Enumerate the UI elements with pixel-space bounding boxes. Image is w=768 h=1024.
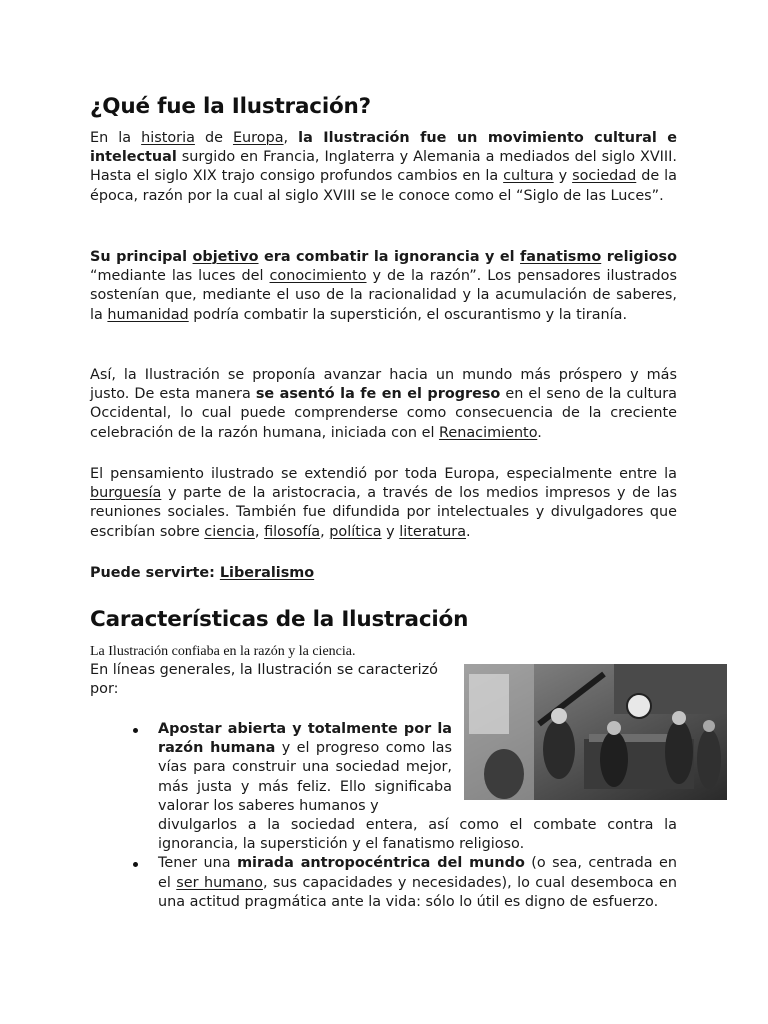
link-ciencia[interactable]: ciencia: [204, 523, 255, 540]
text: de la época, razón por la cual al siglo XVIII se le conoce como el “Siglo de las Luces”.: [90, 168, 677, 204]
link-cultura[interactable]: cultura: [503, 168, 554, 185]
link-literatura[interactable]: literatura: [399, 523, 467, 540]
text: y el progreso como las vías para construir una sociedad mejor, más justa y más feliz. Ello significaba valorar los saberes humanos y: [158, 740, 452, 814]
link-renacimiento[interactable]: Renacimiento: [439, 424, 538, 441]
text: de: [194, 130, 233, 146]
text: , sus capacidades y necesidades), lo cual desemboca en una actitud pragmática ante la vida: sólo lo útil es digno de esfuerzo.: [158, 874, 677, 910]
link-sociedad[interactable]: sociedad: [572, 168, 637, 185]
text: Así, la Ilustración se proponía avanzar hacia un mundo más próspero y más justo. De esta manera: [90, 367, 677, 403]
text: El pensamiento ilustrado se extendió por toda Europa, especialmente entre la: [90, 466, 677, 482]
link-fanatismo[interactable]: fanatismo: [520, 249, 602, 265]
link-burguesia[interactable]: burguesía: [90, 485, 162, 502]
link-liberalismo[interactable]: Liberalismo: [219, 565, 315, 581]
text: (o sea, centrada en el: [158, 855, 678, 891]
text: .: [537, 424, 542, 441]
bold-text: la Ilustración fue un movimiento cultural e intelectual: [90, 130, 677, 166]
link-ser-humano[interactable]: ser humano: [176, 874, 263, 891]
bold-text: era combatir la ignorancia y el: [258, 249, 521, 265]
link-europa[interactable]: Europa: [232, 130, 284, 146]
text: ,: [320, 523, 330, 540]
bold-text: Apostar abierta y totalmente por la razón humana: [158, 721, 452, 757]
characteristics-list: [90, 720, 677, 912]
section-heading-what-was: ¿Qué fue la Ilustración?: [90, 94, 371, 119]
text: y de la razón”. Los pensadores ilustrados sostenían que, mediante el uso de la racionalidad y la acumulación de saberes, la: [90, 268, 677, 323]
link-objetivo[interactable]: objetivo: [192, 249, 259, 265]
text: En la: [90, 130, 142, 146]
text: surgido en Francia, Inglaterra y Alemania a mediados del siglo XVIII. Hasta el siglo XIX trajo consigo profundos cambios en la: [90, 149, 677, 185]
bold-text: se asentó la fe en el progreso: [255, 386, 501, 403]
list-item-text-continued: divulgarlos a la sociedad entera, así como el combate contra la ignorancia, la superstición y el fanatismo religioso.: [158, 817, 677, 853]
see-also-label: Puede servirte:: [90, 565, 220, 581]
text: y: [553, 168, 573, 185]
paragraph-objective: [90, 248, 677, 325]
see-also: [90, 564, 677, 583]
bold-text: mirada antropocéntrica del mundo: [237, 855, 525, 872]
paragraph-spread: [90, 465, 677, 542]
bold-text: religioso: [601, 249, 678, 265]
list-item: [90, 720, 677, 854]
link-politica[interactable]: política: [329, 523, 382, 540]
bold-text: Su principal: [90, 249, 193, 265]
link-conocimiento[interactable]: conocimiento: [269, 268, 367, 285]
text: podría combatir la superstición, el oscurantismo y la tiranía.: [188, 306, 628, 323]
bullet-icon: [133, 728, 138, 733]
link-filosofia[interactable]: filosofía: [264, 523, 321, 540]
paragraph-intro: [90, 129, 677, 206]
bullet-icon: [133, 862, 138, 867]
text: Tener una: [158, 855, 238, 872]
text: ,: [254, 523, 265, 540]
text: “mediante las luces del: [90, 268, 270, 285]
list-item-text: [158, 720, 452, 816]
link-historia[interactable]: historia: [141, 130, 195, 146]
text: .: [466, 523, 471, 540]
text: en el seno de la cultura Occidental, lo cual puede comprenderse como consecuencia de la creciente celebración de la razón humana, iniciada con el: [90, 386, 677, 441]
text: ,: [283, 130, 299, 146]
text: y: [381, 523, 400, 540]
image-caption: La Ilustración confiaba en la razón y la ciencia.: [90, 644, 356, 659]
list-item: [90, 854, 677, 912]
characteristics-intro: En líneas generales, la Ilustración se caracterizó por:: [90, 662, 438, 698]
text: y parte de la aristocracia, a través de los medios impresos y de las reuniones sociales. También fue difundida por intelectuales y divulgadores que escribían sobre: [90, 485, 677, 540]
paragraph-progress: [90, 366, 677, 443]
section-heading-characteristics: Características de la Ilustración: [90, 607, 469, 632]
link-humanidad[interactable]: humanidad: [107, 306, 189, 323]
